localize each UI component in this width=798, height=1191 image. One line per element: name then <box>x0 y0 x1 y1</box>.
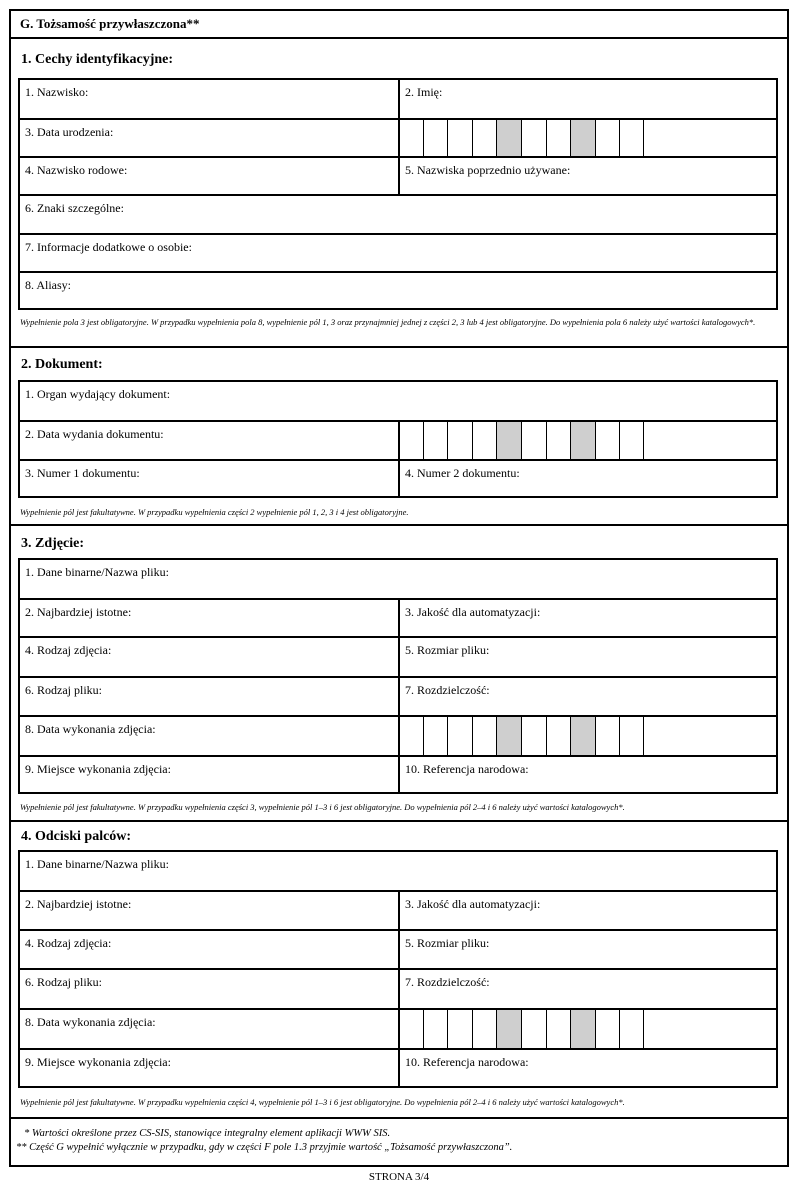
date-input-boxes[interactable] <box>398 1010 644 1048</box>
section-1-note: Wypełnienie pola 3 jest obligatoryjne. W przypadku wypełnienia pola 8, wypełnienie pól 1, 3 oraz przynajmniej jednej z części 2, 3 lub 4 jest obligatoryjne. Do wypełnienia pola 6 należy użyć wartości katalogowych*. <box>20 317 756 327</box>
form-title: G. Tożsamość przywłaszczona** <box>20 16 200 31</box>
table-row <box>20 598 776 636</box>
field-referencja-narodowa[interactable]: 10. Referencja narodowa: <box>398 757 776 792</box>
section-3-note: Wypełnienie pól jest fakultatywne. W przypadku wypełnienia części 3, wypełnienie pól 1–3 i 6 jest obligatoryjne. Do wypełnienia pól 2–4 i 6 należy użyć wartości katalogowych*. <box>20 802 625 812</box>
field-nazwiska-poprzednie[interactable]: 5. Nazwiska poprzednio używane: <box>398 158 776 194</box>
page-number: STRONA 3/4 <box>368 1171 430 1183</box>
table-row <box>20 156 776 194</box>
table-row <box>20 459 776 496</box>
divider <box>9 346 789 348</box>
table-row <box>20 118 776 156</box>
field-aliasy[interactable]: 8. Aliasy: <box>25 278 72 292</box>
field-jakosc[interactable]: 3. Jakość dla automatyzacji: <box>398 600 776 636</box>
field-numer-1[interactable]: 3. Numer 1 dokumentu: <box>25 466 140 480</box>
field-referencja-narodowa[interactable]: 10. Referencja narodowa: <box>398 1050 776 1086</box>
section-3-title: 3. Zdjęcie: <box>21 536 84 551</box>
field-jakosc[interactable]: 3. Jakość dla automatyzacji: <box>398 892 776 929</box>
field-nazwisko-rodowe[interactable]: 4. Nazwisko rodowe: <box>25 163 128 177</box>
section-2-note: Wypełnienie pól jest fakultatywne. W przypadku wypełnienia części 2 wypełnienie pól 1, 2, 3 i 4 jest obligatoryjne. <box>20 507 409 517</box>
field-data-wykonania: 8. Data wykonania zdjęcia: <box>25 1015 156 1029</box>
divider <box>9 820 789 822</box>
section-4-title: 4. Odciski palców: <box>21 829 132 844</box>
table-row <box>20 929 776 968</box>
field-data-urodzenia: 3. Data urodzenia: <box>25 125 114 139</box>
table-row <box>20 80 776 118</box>
table-row <box>20 420 776 459</box>
section-2-table <box>18 380 778 498</box>
field-imie[interactable]: 2. Imię: <box>398 80 776 118</box>
table-row <box>20 560 776 598</box>
table-row <box>20 233 776 271</box>
field-rodzaj-zdjecia[interactable]: 4. Rodzaj zdjęcia: <box>25 936 112 950</box>
field-najbardziej-istotne[interactable]: 2. Najbardziej istotne: <box>25 897 132 911</box>
table-row <box>20 715 776 755</box>
field-dane-binarne[interactable]: 1. Dane binarne/Nazwa pliku: <box>25 565 169 579</box>
footnote-2: ** Część G wypełnić wyłącznie w przypadku, gdy w części F pole 1.3 przyjmie wartość „Tożsamość przywłaszczona”. <box>16 1142 513 1153</box>
divider <box>9 524 789 526</box>
section-3-table <box>18 558 778 794</box>
table-row <box>20 271 776 308</box>
section-2-title: 2. Dokument: <box>21 357 103 372</box>
field-rodzaj-pliku[interactable]: 6. Rodzaj pliku: <box>25 975 102 989</box>
section-4-table <box>18 850 778 1088</box>
section-1-table <box>18 78 778 310</box>
field-numer-2[interactable]: 4. Numer 2 dokumentu: <box>398 461 776 496</box>
table-row <box>20 1008 776 1048</box>
field-najbardziej-istotne[interactable]: 2. Najbardziej istotne: <box>25 605 132 619</box>
field-rozdzielczosc[interactable]: 7. Rozdzielczość: <box>398 678 776 715</box>
field-rodzaj-pliku[interactable]: 6. Rodzaj pliku: <box>25 683 102 697</box>
table-row <box>20 676 776 715</box>
field-dane-binarne[interactable]: 1. Dane binarne/Nazwa pliku: <box>25 857 169 871</box>
date-input-boxes[interactable] <box>398 120 644 156</box>
table-row <box>20 382 776 420</box>
section-4-note: Wypełnienie pól jest fakultatywne. W przypadku wypełnienia części 4, wypełnienie pól 1–3 i 6 jest obligatoryjne. Do wypełnienia pól 2–4 i 6 należy użyć wartości katalogowych*. <box>20 1097 625 1107</box>
footnote-1: * Wartości określone przez CS-SIS, stanowiące integralny element aplikacji WWW SIS. <box>24 1128 391 1139</box>
table-row <box>20 890 776 929</box>
field-miejsce-wykonania[interactable]: 9. Miejsce wykonania zdjęcia: <box>25 1055 171 1069</box>
table-row <box>20 968 776 1008</box>
field-data-wydania: 2. Data wydania dokumentu: <box>25 427 164 441</box>
table-row <box>20 636 776 676</box>
field-rozmiar-pliku[interactable]: 5. Rozmiar pliku: <box>398 638 776 676</box>
field-data-wykonania: 8. Data wykonania zdjęcia: <box>25 722 156 736</box>
field-miejsce-wykonania[interactable]: 9. Miejsce wykonania zdjęcia: <box>25 762 171 776</box>
divider <box>9 37 789 39</box>
field-rodzaj-zdjecia[interactable]: 4. Rodzaj zdjęcia: <box>25 643 112 657</box>
field-znaki-szczegolne[interactable]: 6. Znaki szczególne: <box>25 201 124 215</box>
table-row <box>20 194 776 233</box>
field-informacje-dodatkowe[interactable]: 7. Informacje dodatkowe o osobie: <box>25 240 192 254</box>
divider <box>9 1117 789 1119</box>
field-rozmiar-pliku[interactable]: 5. Rozmiar pliku: <box>398 931 776 968</box>
field-nazwisko[interactable]: 1. Nazwisko: <box>25 85 89 99</box>
field-rozdzielczosc[interactable]: 7. Rozdzielczość: <box>398 970 776 1008</box>
date-input-boxes[interactable] <box>398 717 644 755</box>
table-row <box>20 755 776 792</box>
date-input-boxes[interactable] <box>398 422 644 459</box>
table-row <box>20 852 776 890</box>
table-row <box>20 1048 776 1086</box>
field-organ-wydajacy[interactable]: 1. Organ wydający dokument: <box>25 387 171 401</box>
section-1-title: 1. Cechy identyfikacyjne: <box>21 52 174 67</box>
